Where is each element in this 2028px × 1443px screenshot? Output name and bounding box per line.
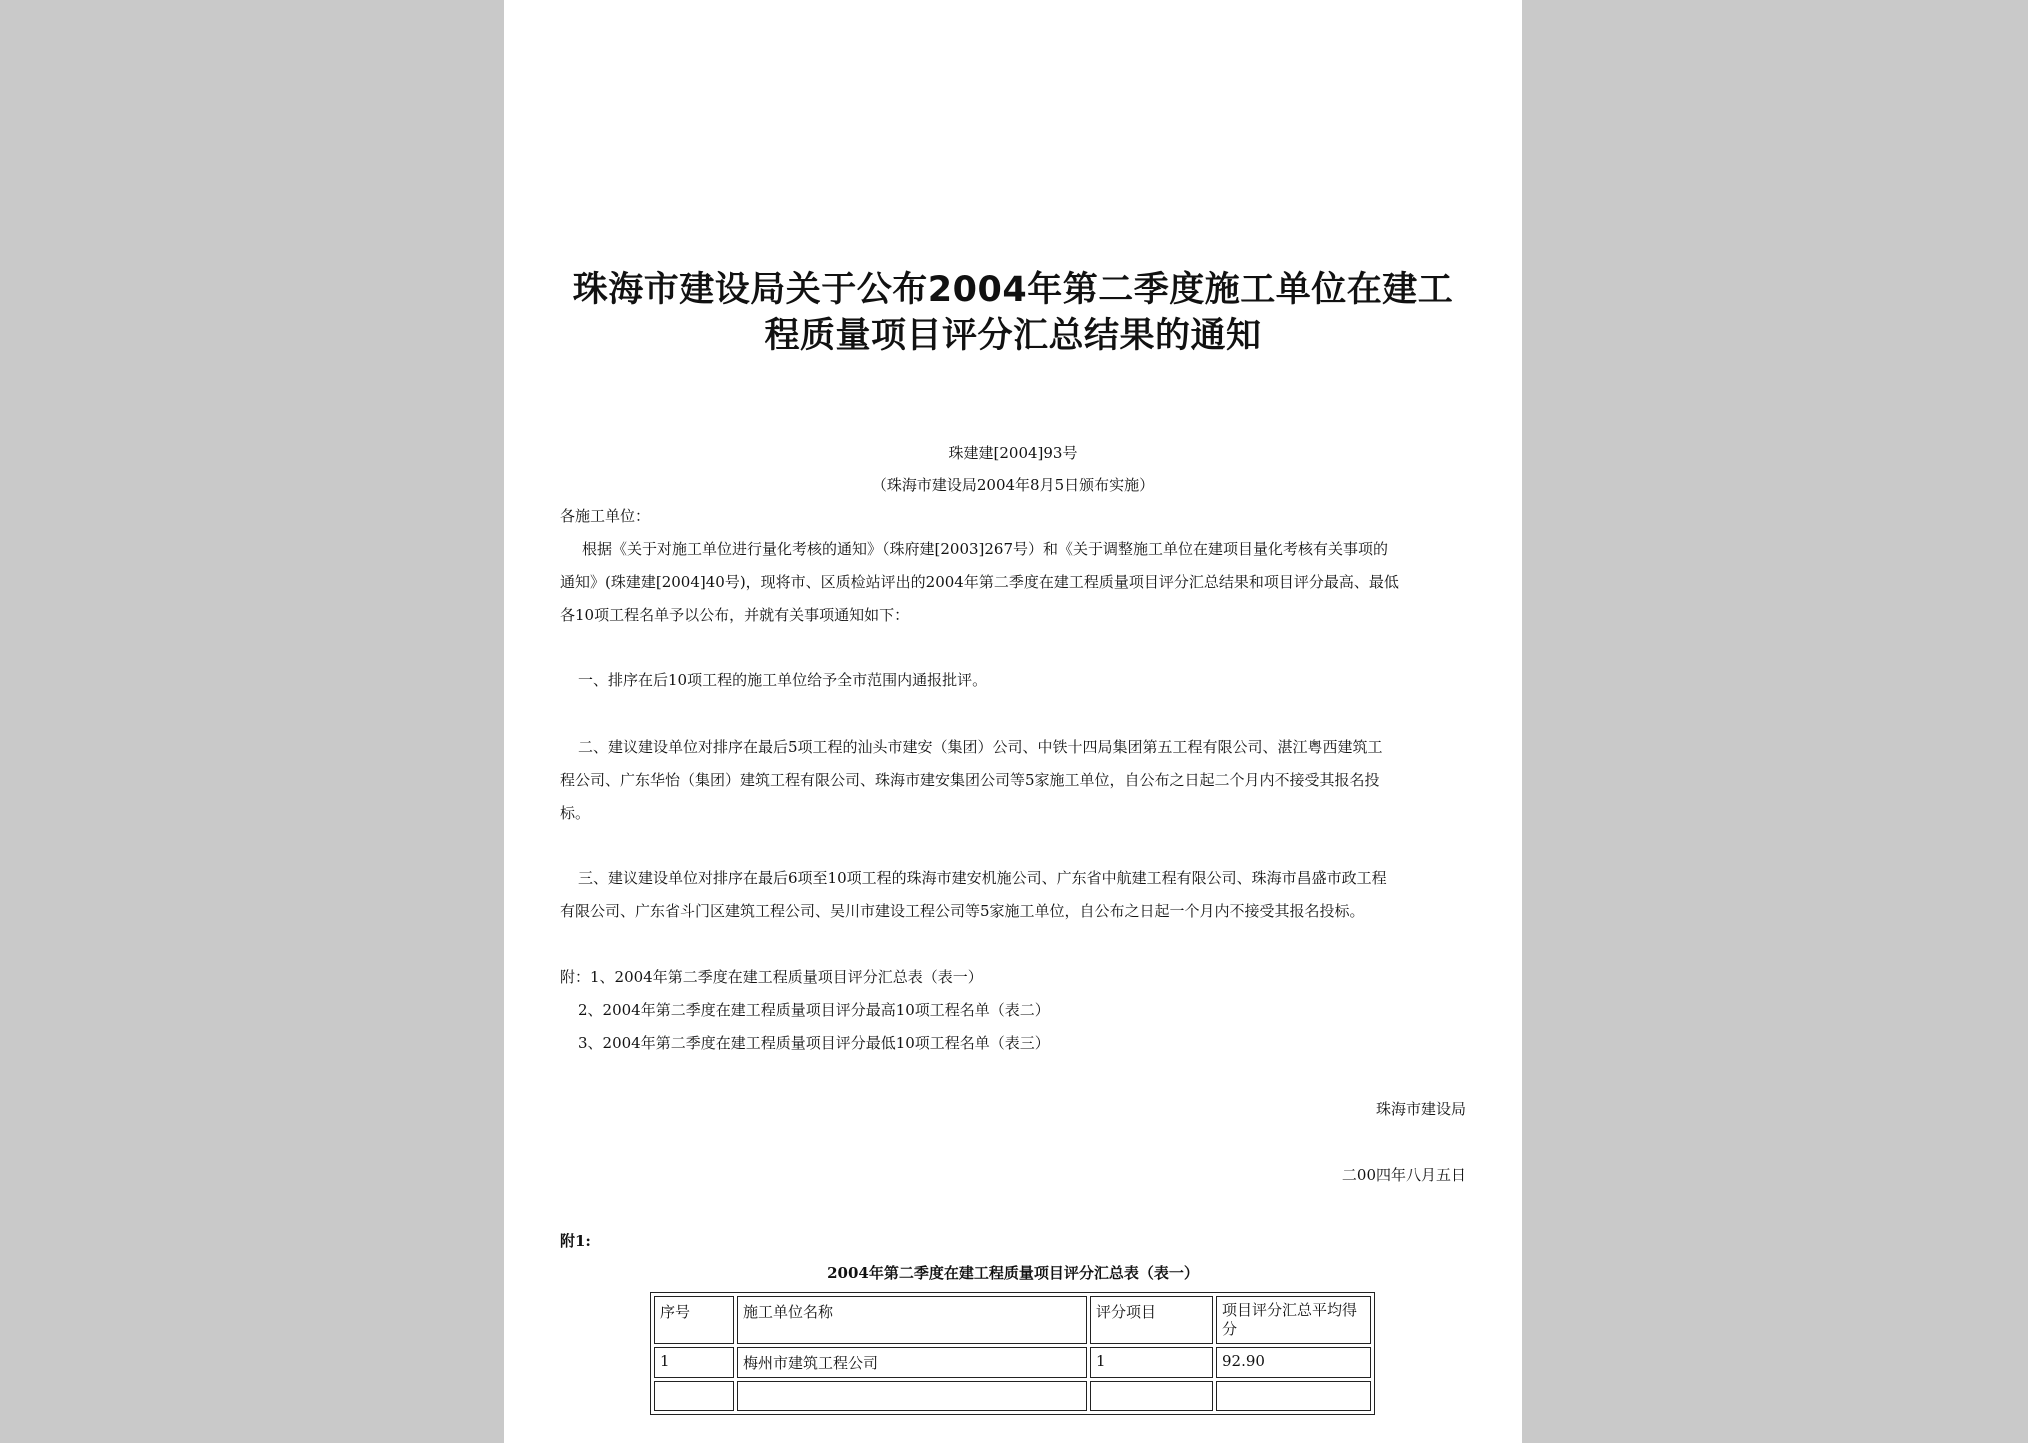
document-number: 珠建建[2004]93号 (948, 444, 1078, 462)
cell-seq: 1 (654, 1347, 734, 1378)
date: 二00四年八月五日 (1341, 1166, 1466, 1184)
item-one: 一、排序在后10项工程的施工单位给予全市范围内通报批评。 (578, 671, 988, 689)
item-three-line1: 三、建议建设单位对排序在最后6项至10项工程的珠海市建安机施公司、广东省中航建工程有限公司、珠海市昌盛市政工程 (578, 869, 1387, 887)
header-average-score: 项目评分汇总平均得分 (1216, 1296, 1371, 1344)
salutation: 各施工单位： (560, 507, 651, 525)
item-two-line2: 程公司、广东华怡（集团）建筑工程有限公司、珠海市建安集团公司等5家施工单位，自公布之日起二个月内不接受其报名投 (560, 771, 1380, 789)
table-row (654, 1381, 1371, 1411)
cell-item: 1 (1090, 1347, 1213, 1378)
item-three-line2: 有限公司、广东省斗门区建筑工程公司、吴川市建设工程公司等5家施工单位，自公布之日起一个月内不接受其报名投标。 (560, 902, 1365, 920)
cell-score (1216, 1381, 1371, 1411)
document-title-line2: 程质量项目评分汇总结果的通知 (764, 316, 1262, 356)
intro-line2: 通知》(珠建建[2004]40号)，现将市、区质检站评出的2004年第二季度在建工程质量项目评分汇总结果和项目评分最高、最低 (560, 573, 1399, 591)
header-company: 施工单位名称 (737, 1296, 1087, 1344)
cell-seq (654, 1381, 734, 1411)
attachment-2: 2、2004年第二季度在建工程质量项目评分最高10项工程名单（表二） (578, 1001, 1050, 1019)
signature: 珠海市建设局 (1375, 1100, 1466, 1118)
document-page (504, 0, 1522, 1443)
table-header-row (654, 1296, 1371, 1344)
document-title-line1: 珠海市建设局关于公布2004年第二季度施工单位在建工 (572, 270, 1454, 310)
cell-score: 92.90 (1216, 1347, 1371, 1378)
issuance-note: （珠海市建设局2004年8月5日颁布实施） (871, 476, 1155, 494)
annex-title: 2004年第二季度在建工程质量项目评分汇总表（表一） (827, 1264, 1199, 1282)
intro-line1: 根据《关于对施工单位进行量化考核的通知》（珠府建[2003]267号）和《关于调整施工单位在建项目量化考核有关事项的 (582, 540, 1389, 558)
item-two-line3: 标。 (560, 804, 591, 822)
cell-company (737, 1381, 1087, 1411)
cell-company: 梅州市建筑工程公司 (737, 1347, 1087, 1378)
intro-line3: 各10项工程名单予以公布，并就有关事项通知如下： (560, 606, 910, 624)
attachment-3: 3、2004年第二季度在建工程质量项目评分最低10项工程名单（表三） (578, 1034, 1050, 1052)
header-item: 评分项目 (1090, 1296, 1213, 1344)
item-two-line1: 二、建议建设单位对排序在最后5项工程的汕头市建安（集团）公司、中铁十四局集团第五工程有限公司、湛江粤西建筑工 (578, 738, 1383, 756)
attachment-1: 附：1、2004年第二季度在建工程质量项目评分汇总表（表一） (560, 968, 983, 986)
cell-item (1090, 1381, 1213, 1411)
header-seq: 序号 (654, 1296, 734, 1344)
annex-label: 附1: (560, 1232, 591, 1250)
summary-table (650, 1292, 1375, 1415)
table-row (654, 1347, 1371, 1378)
